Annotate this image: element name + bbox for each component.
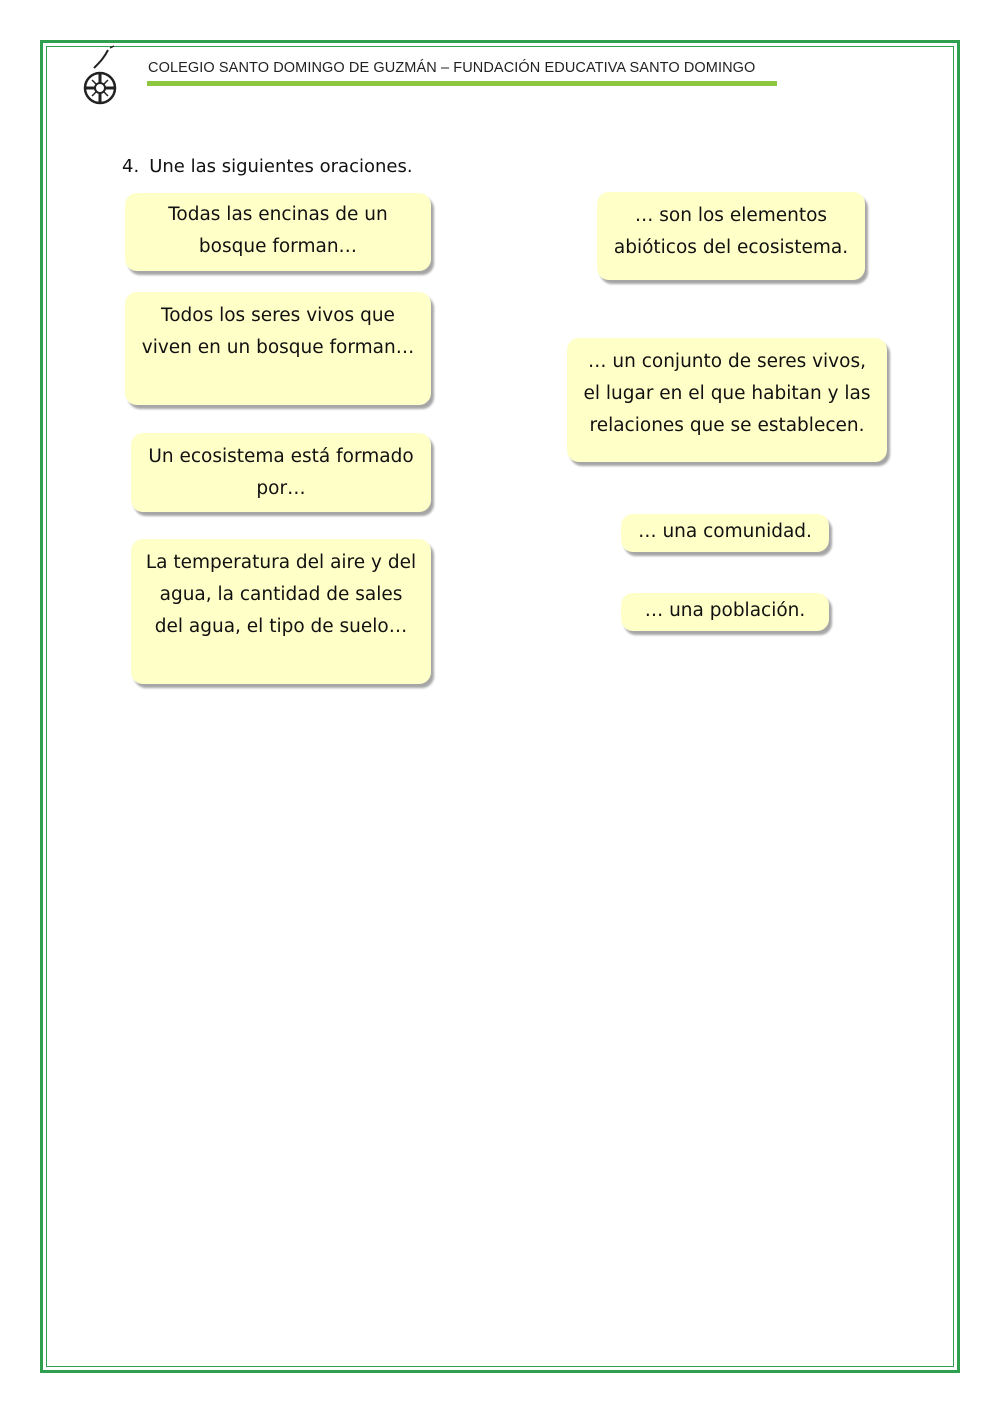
exercise-number: 4. [122,156,140,177]
left-card-4[interactable]: La temperatura del aire y del agua, la cantidad de sales del agua, el tipo de suelo… [131,539,431,684]
left-card-1[interactable]: Todas las encinas de un bosque forman… [125,193,431,271]
left-card-3[interactable]: Un ecosistema está formado por… [131,433,431,512]
right-card-4[interactable]: … una población. [621,593,829,631]
right-card-3[interactable]: … una comunidad. [621,514,829,552]
header-rule [147,81,777,86]
exercise-instruction: Une las siguientes oraciones. [149,156,413,177]
school-name: COLEGIO SANTO DOMINGO DE GUZMÁN – FUNDACIÓN EDUCATIVA SANTO DOMINGO [148,60,756,76]
right-card-1[interactable]: … son los elementos abióticos del ecosistema. [597,192,865,280]
exercise-heading [122,156,413,177]
left-card-2[interactable]: Todos los seres vivos que viven en un bosque forman… [125,292,431,405]
school-logo-icon [78,44,122,106]
right-card-2[interactable]: … un conjunto de seres vivos, el lugar en el que habitan y las relaciones que se establecen. [567,338,887,462]
